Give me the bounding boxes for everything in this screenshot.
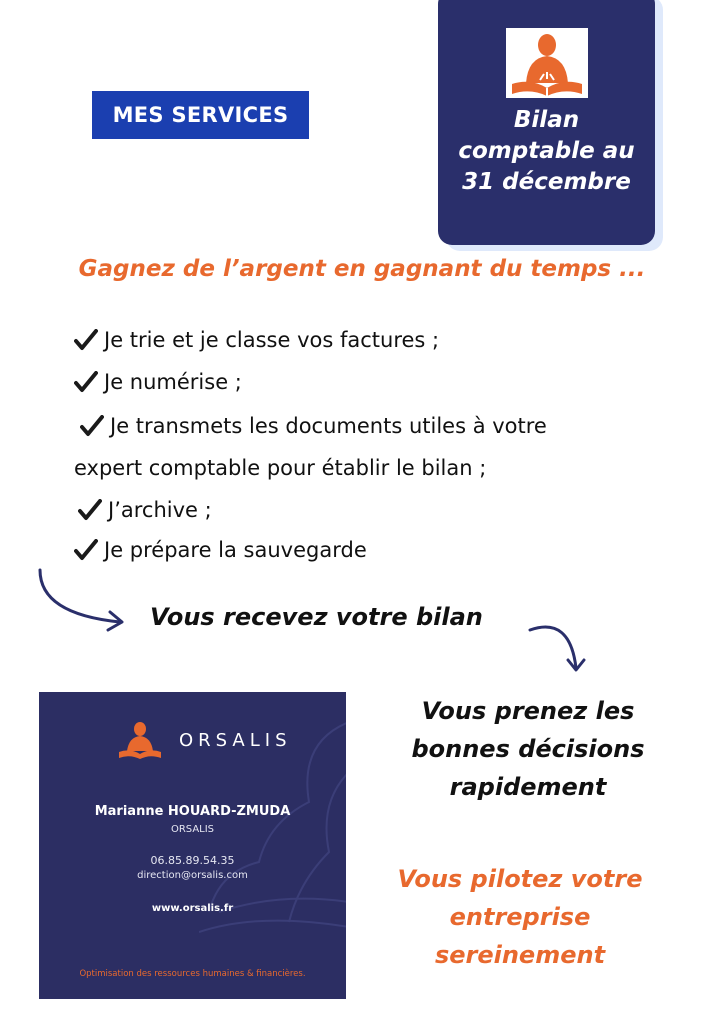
checklist-item — [74, 370, 242, 394]
checkmark-icon — [74, 539, 98, 561]
card-name: Marianne HOUARD-ZMUDA — [94, 804, 291, 819]
checklist-item — [74, 538, 367, 562]
checkmark-icon — [80, 415, 104, 437]
checklist-item — [80, 414, 547, 438]
checklist-item — [74, 328, 439, 352]
outcome-bilan: Vous recevez votre bilan — [150, 603, 483, 631]
bilan-title: Bilan comptable au 31 décembre — [458, 107, 635, 195]
checkmark-icon — [74, 329, 98, 351]
checklist-continuation-text: expert comptable pour établir le bilan ; — [74, 456, 487, 480]
card-brand: ORSALIS — [179, 729, 292, 751]
curved-arrow-icon — [526, 620, 590, 676]
checklist-item-text: Je trie et je classe vos factures ; — [104, 328, 440, 352]
bilan-card — [438, 0, 655, 245]
checklist-item-text: Je transmets les documents utiles à votre — [110, 414, 547, 438]
card-tagline: Optimisation des ressources humaines & financières. — [79, 969, 306, 979]
checklist-item — [78, 498, 212, 522]
checklist-item-text: Je prépare la sauvegarde — [104, 538, 367, 562]
card-phone: 06.85.89.54.35 — [150, 854, 235, 867]
services-tag: MES SERVICES — [92, 91, 309, 139]
person-reading-icon — [506, 28, 588, 98]
card-email: direction@orsalis.com — [137, 870, 248, 881]
orsalis-logo — [117, 720, 292, 760]
outcome-decisions: Vous prenez les bonnes décisions rapidement — [411, 697, 645, 801]
checklist-item-text: Je numérise ; — [104, 370, 242, 394]
headline: Gagnez de l’argent en gagnant du temps ... — [78, 256, 646, 282]
checklist-item-text: J’archive ; — [108, 498, 212, 522]
checkmark-icon — [78, 499, 102, 521]
checklist-continuation — [74, 456, 486, 480]
person-reading-icon — [117, 720, 163, 760]
card-company: ORSALIS — [170, 824, 215, 835]
outcome-pilotage: Vous pilotez votre entreprise sereinement — [397, 865, 643, 969]
checkmark-icon — [74, 371, 98, 393]
card-website: www.orsalis.fr — [151, 903, 234, 914]
curved-arrow-icon — [34, 566, 130, 634]
business-card — [39, 692, 346, 999]
